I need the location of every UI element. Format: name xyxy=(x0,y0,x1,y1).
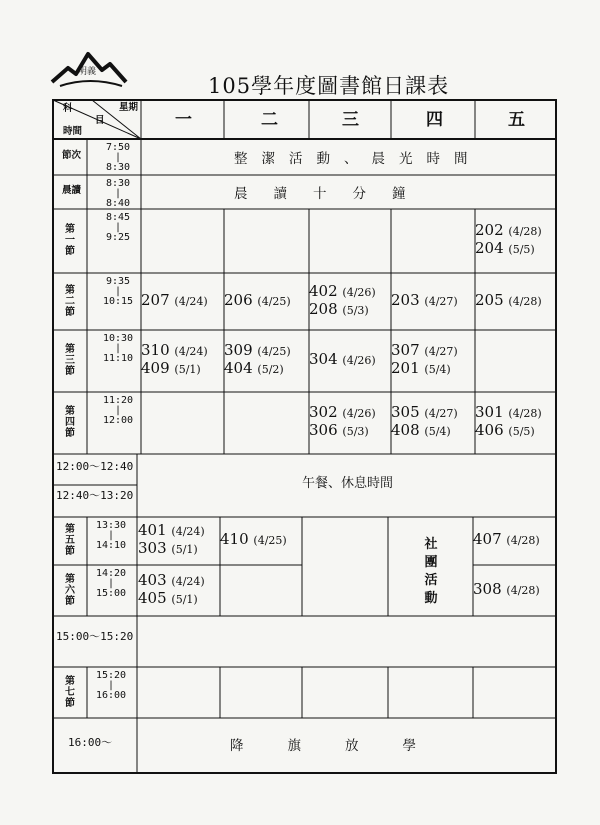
schedule-entry xyxy=(475,291,542,311)
class-number: 208 xyxy=(309,299,338,318)
schedule-entry xyxy=(475,403,542,423)
corner-time-label: 時間 xyxy=(63,126,83,137)
class-number: 401 xyxy=(138,521,167,539)
class-date: (4/25) xyxy=(257,294,291,308)
time-separator: | xyxy=(114,222,122,233)
class-number: 410 xyxy=(220,530,249,548)
corner-subject-label-2: 目 xyxy=(95,115,105,126)
period-label: 第五節 xyxy=(65,524,75,557)
page-title: 105學年度圖書館日課表 xyxy=(208,74,450,98)
period-start-time: 7:50 xyxy=(105,142,131,153)
class-number: 305 xyxy=(391,403,420,421)
day-header-thu: 四 xyxy=(426,110,443,130)
period-label: 第二節 xyxy=(65,284,75,318)
schedule-entry xyxy=(138,589,198,609)
class-number: 201 xyxy=(391,359,420,377)
period-start-time: 14:20 xyxy=(95,568,127,579)
class-date: (5/5) xyxy=(508,425,535,438)
period-start-time: 15:20 xyxy=(95,670,127,681)
day-header-fri: 五 xyxy=(508,110,525,130)
schedule-entry xyxy=(141,291,208,311)
schedule-entry xyxy=(473,530,540,550)
class-date: (4/28) xyxy=(508,225,542,238)
corner-weekday-label: 星期 xyxy=(119,102,139,113)
class-date: (4/25) xyxy=(253,534,287,547)
schedule-entry xyxy=(475,239,535,259)
morning-activity-text: 整潔活動、晨光時間 xyxy=(234,151,482,167)
schedule-entry xyxy=(220,530,287,550)
time-separator: | xyxy=(114,286,122,297)
period-end-time: 8:40 xyxy=(105,198,131,209)
period-start-time: 13:30 xyxy=(95,520,127,531)
class-number: 405 xyxy=(138,588,167,607)
time-separator: | xyxy=(107,530,115,541)
period-label: 節次 xyxy=(62,150,82,161)
class-date: (4/27) xyxy=(424,407,458,420)
schedule-entry xyxy=(224,341,291,361)
period-time xyxy=(89,671,133,701)
period-time xyxy=(96,213,140,243)
period-time xyxy=(96,143,140,173)
dismissal-text: 降旗放學 xyxy=(230,738,460,754)
lunch-time-2: 12:40～13:20 xyxy=(56,489,134,502)
schedule-entry xyxy=(309,421,369,441)
schedule-entry xyxy=(391,359,451,379)
class-number: 407 xyxy=(473,530,502,548)
class-number: 302 xyxy=(309,403,338,421)
class-date: (4/26) xyxy=(342,407,376,420)
period-end-time: 12:00 xyxy=(102,415,134,426)
class-number: 306 xyxy=(309,421,338,439)
class-number: 308 xyxy=(473,579,502,598)
period-time xyxy=(96,396,140,426)
period-end-time: 16:00 xyxy=(95,690,127,701)
class-date: (4/27) xyxy=(424,345,458,358)
class-number: 402 xyxy=(309,281,338,300)
schedule-entry xyxy=(475,421,535,441)
period-label: 第四節 xyxy=(65,406,75,439)
schedule-entry xyxy=(138,539,198,559)
period-end-time: 11:10 xyxy=(102,353,134,364)
schedule-entry xyxy=(138,571,205,591)
class-date: (4/24) xyxy=(174,345,208,358)
schedule-entry xyxy=(138,521,205,541)
class-date: (4/28) xyxy=(508,407,542,420)
schedule-entry xyxy=(309,300,369,320)
logo-text: 明義 xyxy=(78,67,97,77)
class-number: 204 xyxy=(475,239,504,257)
class-date: (4/28) xyxy=(506,583,540,597)
class-number: 404 xyxy=(224,359,253,377)
day-header-tue: 二 xyxy=(261,110,278,130)
period-start-time: 8:30 xyxy=(105,178,131,189)
class-date: (5/4) xyxy=(424,363,451,376)
lunch-break-text: 午餐、休息時間 xyxy=(302,476,394,491)
class-number: 205 xyxy=(475,290,504,309)
class-number: 307 xyxy=(391,341,420,359)
corner-subject-label-1: 科 xyxy=(63,103,73,114)
class-date: (5/4) xyxy=(424,425,451,438)
class-number: 207 xyxy=(141,290,170,309)
schedule-entry xyxy=(309,282,376,302)
day-header-mon: 一 xyxy=(175,110,192,130)
period-label: 第三節 xyxy=(65,344,75,377)
class-date: (4/26) xyxy=(342,354,376,367)
period-label: 第六節 xyxy=(65,573,75,607)
schedule-entry xyxy=(224,359,284,379)
class-number: 309 xyxy=(224,341,253,359)
class-date: (4/25) xyxy=(257,345,291,358)
class-date: (4/24) xyxy=(174,294,208,308)
period-end-time: 14:10 xyxy=(95,540,127,551)
schedule-entry xyxy=(475,221,542,241)
morning-reading-text: 晨讀十分鐘 xyxy=(234,186,432,202)
schedule-entry xyxy=(309,350,376,370)
class-number: 409 xyxy=(141,359,170,377)
period-end-time: 9:25 xyxy=(105,232,131,243)
class-number: 406 xyxy=(475,421,504,439)
schedule-entry xyxy=(391,291,458,311)
day-header-wed: 三 xyxy=(342,110,359,130)
class-number: 408 xyxy=(391,421,420,439)
period-end-time: 15:00 xyxy=(95,588,127,599)
time-separator: | xyxy=(114,405,122,416)
time-separator: | xyxy=(107,578,115,589)
period-time xyxy=(96,334,140,364)
class-number: 202 xyxy=(475,221,504,239)
dismissal-time: 16:00～ xyxy=(68,736,113,749)
class-date: (4/24) xyxy=(171,525,205,538)
class-number: 203 xyxy=(391,290,420,309)
class-number: 301 xyxy=(475,403,504,421)
class-date: (4/26) xyxy=(342,285,376,299)
class-date: (5/5) xyxy=(508,243,535,256)
class-number: 303 xyxy=(138,539,167,557)
schedule-entry xyxy=(391,403,458,423)
time-separator: | xyxy=(114,188,122,199)
schedule-entry xyxy=(391,421,451,441)
period-start-time: 10:30 xyxy=(102,333,134,344)
time-separator: | xyxy=(114,343,122,354)
class-date: (5/1) xyxy=(174,363,201,376)
period-start-time: 8:45 xyxy=(105,212,131,223)
class-date: (4/28) xyxy=(506,534,540,547)
schedule-entry xyxy=(141,341,208,361)
period-end-time: 8:30 xyxy=(105,162,131,173)
school-logo xyxy=(50,48,130,90)
schedule-entry xyxy=(473,580,540,600)
period-label: 第一節 xyxy=(65,224,75,257)
schedule-entry xyxy=(141,359,201,379)
class-date: (4/27) xyxy=(424,294,458,308)
period-label: 第七節 xyxy=(65,675,75,709)
class-date: (5/1) xyxy=(171,543,198,556)
period-time xyxy=(89,521,133,551)
class-date: (4/24) xyxy=(171,574,205,588)
time-separator: | xyxy=(114,152,122,163)
class-number: 310 xyxy=(141,341,170,359)
class-date: (4/28) xyxy=(508,294,542,308)
class-number: 403 xyxy=(138,570,167,589)
class-number: 206 xyxy=(224,290,253,309)
class-date: (5/1) xyxy=(171,592,198,606)
class-date: (5/2) xyxy=(257,363,284,376)
period-end-time: 10:15 xyxy=(102,296,134,307)
schedule-entry xyxy=(309,403,376,423)
class-date: (5/3) xyxy=(342,425,369,438)
period-time xyxy=(96,179,140,209)
class-date: (5/3) xyxy=(342,303,369,317)
period-start-time: 9:35 xyxy=(105,276,131,287)
period-start-time: 11:20 xyxy=(102,395,134,406)
schedule-entry xyxy=(391,341,458,361)
period-label: 晨讀 xyxy=(62,185,82,196)
period-time xyxy=(96,277,140,307)
class-number: 304 xyxy=(309,350,338,368)
schedule-entry xyxy=(224,291,291,311)
lunch-time-1: 12:00～12:40 xyxy=(56,460,134,473)
period-time xyxy=(89,569,133,599)
time-separator: | xyxy=(107,680,115,691)
break-time: 15:00～15:20 xyxy=(56,630,134,643)
club-activity-label: 社團活動 xyxy=(424,537,438,606)
